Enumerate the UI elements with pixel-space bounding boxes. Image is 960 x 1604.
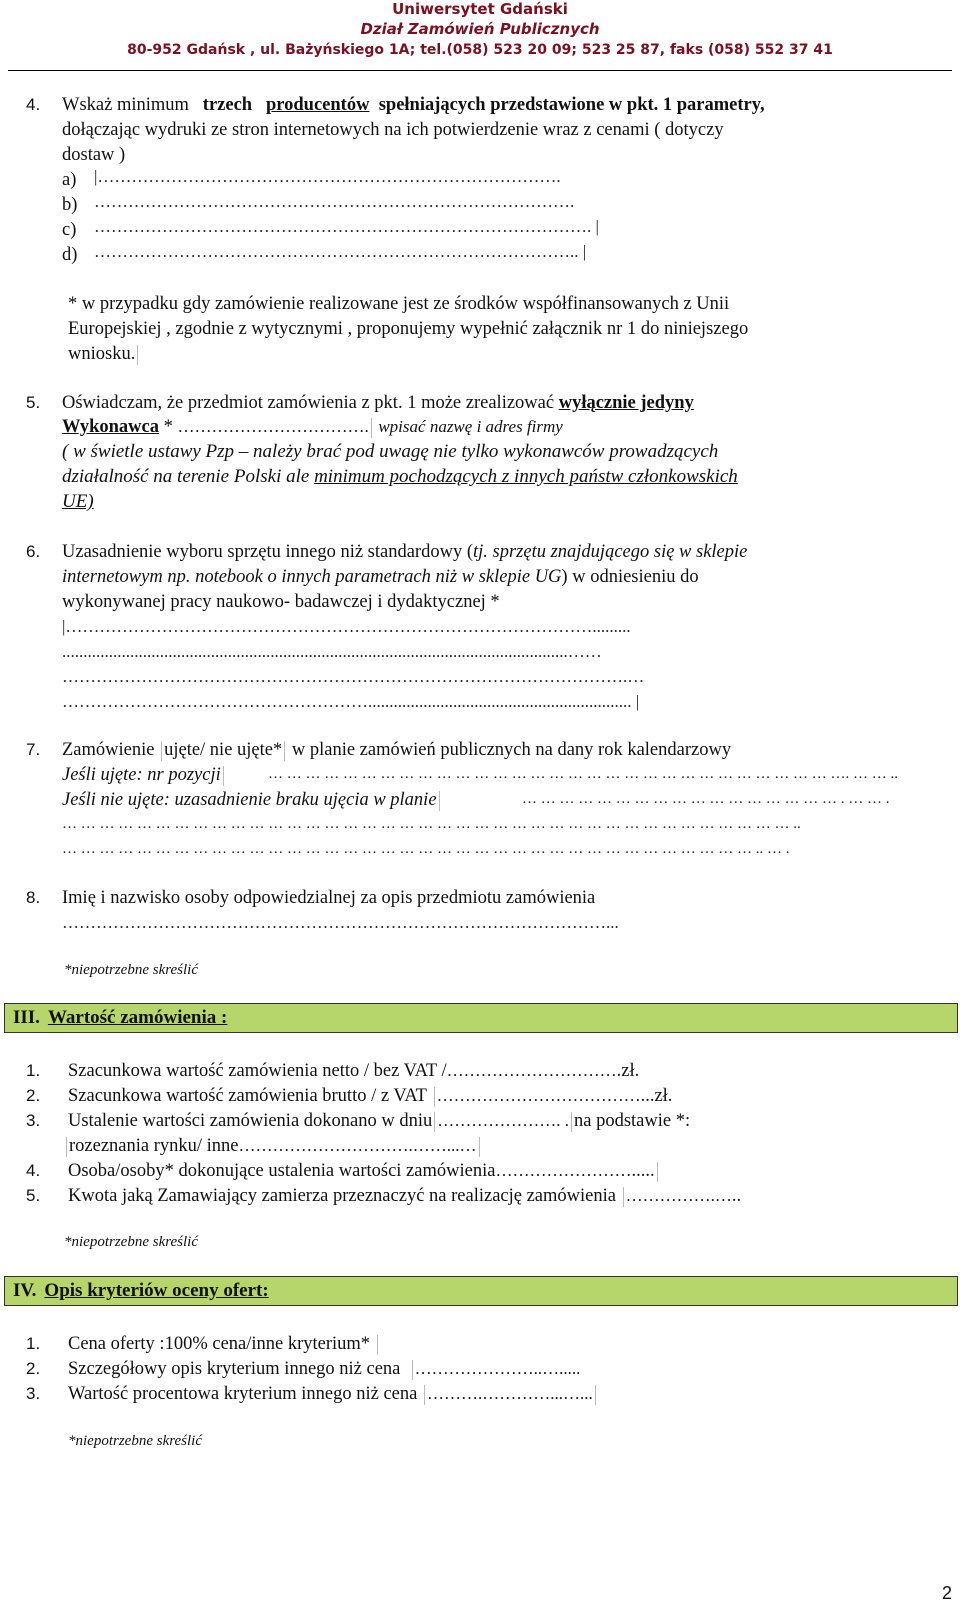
item4-note-line3: wniosku.: [68, 343, 140, 365]
item8-field[interactable]: ……………………………………………………………………………………...: [62, 913, 619, 932]
item6-line3: wykonywanej pracy naukowo- badawczej i dydaktycznej *: [62, 592, 500, 612]
item4-line1-a: Wskaż minimum: [62, 95, 189, 115]
option-d-field[interactable]: ………………………………………………………………………….. |: [94, 242, 587, 261]
item4-line1: [62, 94, 765, 116]
section-4-note: *niepotrzebne skreślić: [68, 1433, 202, 1449]
s3-item2: Szacunkowa wartość zamówienia brutto / z VAT ………………………………...zł.: [68, 1086, 673, 1106]
s3-item4-number: 4.: [26, 1161, 41, 1180]
item6-number: 6.: [26, 542, 41, 561]
s3-item3: Ustalenie wartości zamówienia dokonano w dniu …………………. . na podstawie *:: [68, 1111, 691, 1131]
item6-line2: internetowym np. notebook o innych parametrach niż w sklepie UG) w odniesieniu do: [62, 567, 699, 587]
s3-item3-number: 3.: [26, 1111, 41, 1130]
s4-item1: Cena oferty :100% cena/inne kryterium*: [68, 1333, 380, 1355]
item4-note-line1: * w przypadku gdy zamówienie realizowane jest ze środków współfinansowanych z Unii: [68, 294, 730, 314]
option-c-label: c): [62, 220, 77, 240]
section-3-header: [4, 1003, 958, 1033]
section-4-header: [4, 1276, 958, 1306]
item7-reason-field[interactable]: … … … … … … … … … … … … … … … … … . … … .: [522, 791, 890, 807]
item4-line1-d: spełniających przedstawione w pkt. 1 parametry,: [378, 95, 765, 115]
s4-item2-number: 2.: [26, 1359, 41, 1378]
item5-line3: ( w świetle ustawy Pzp – należy brać pod uwagę nie tylko wykonawców prowadzących: [62, 441, 719, 462]
item5-hint: wpisać nazwę i adres firmy: [378, 417, 563, 436]
option-a-label: a): [62, 170, 77, 190]
item4-note-line2: Europejskiej , zgodnie z wytycznymi , proponujemy wypełnić załącznik nr 1 do niniejszego: [68, 319, 749, 339]
item6-field-line1[interactable]: |………………………………………………………………………………….........: [62, 617, 631, 636]
department-address: 80-952 Gdańsk , ul. Bażyńskiego 1A; tel.(058) 523 20 09; 523 25 87, faks (058) 552 37 41: [127, 42, 833, 58]
item6-line1: Uzasadnienie wyboru sprzętu innego niż standardowy (tj. sprzętu znajdującego się w sklepie: [62, 542, 748, 562]
s3-item5: Kwota jaką Zamawiający zamierza przeznaczyć na realizację zamówienia …………….…..: [68, 1186, 742, 1206]
s3-item2-number: 2.: [26, 1086, 41, 1105]
item4-line1-b: trzech: [202, 95, 253, 115]
section-4-roman: IV.: [13, 1280, 37, 1301]
item8-line1: Imię i nazwisko osoby odpowiedzialnej za opis przedmiotu zamówienia: [62, 888, 596, 908]
item5-contractor-label: Wykonawca: [62, 417, 159, 437]
item5-line5: UE): [62, 491, 94, 512]
s3-item4-field[interactable]: ……………………: [495, 1161, 632, 1180]
item7-reason-field-line2[interactable]: … … … … … … … … … … … … … … … … … … … … … … … … … … … … … … … … … … … … … … … ..: [62, 816, 801, 832]
item5-line4: działalność na terenie Polski ale minimum pochodzących z innych państw członkowskich: [62, 466, 738, 487]
item8-note: *niepotrzebne skreślić: [64, 962, 198, 978]
section-3-roman: III.: [13, 1007, 40, 1028]
item7-line2: Jeśli ujęte: nr pozycji: [62, 764, 226, 786]
item5-line1: Oświadczam, że przedmiot zamówienia z pkt. 1 może zrealizować wyłącznie jedyny: [62, 393, 694, 413]
s3-item3-date-field[interactable]: …………………. .: [437, 1111, 569, 1130]
item4-number: 4.: [26, 95, 41, 114]
department-name: Dział Zamówień Publicznych: [360, 20, 600, 38]
item7-number: 7.: [26, 740, 41, 759]
s4-item3: Wartość procentowa kryterium innego niż cena ……….…………...…...: [68, 1383, 598, 1405]
item8-number: 8.: [26, 888, 41, 907]
s4-item2: Szczegółowy opis kryterium innego niż cena …………………..….....: [68, 1359, 581, 1379]
s3-item5-number: 5.: [26, 1186, 41, 1205]
s3-item1: Szacunkowa wartość zamówienia netto / bez VAT /………………………….zł.: [68, 1061, 640, 1081]
item4-line1-c: producentów: [265, 95, 370, 115]
item7-line3: Jeśli nie ujęte: uzasadnienie braku ujęcia w planie: [62, 789, 442, 811]
s4-item3-field[interactable]: ……….…………...…...: [426, 1384, 593, 1403]
item6-field-line4[interactable]: ……………………………………………….............................................................. |: [62, 692, 640, 711]
option-d-label: d): [62, 245, 78, 265]
item4-line3: dostaw ): [62, 145, 126, 165]
option-c-field[interactable]: ……………………………………………………………………………. |: [94, 217, 599, 236]
section-3-title: Wartość zamówienia :: [47, 1007, 228, 1028]
item4-line2: dołączając wydruki ze stron internetowych na ich potwierdzenie wraz z cenami ( dotyczy: [62, 120, 724, 140]
header-rule: [8, 70, 952, 71]
s3-item1-number: 1.: [26, 1061, 41, 1080]
s3-item3-basis-field[interactable]: ………………………….……...…: [238, 1136, 477, 1155]
s4-item3-number: 3.: [26, 1384, 41, 1403]
option-b-label: b): [62, 195, 78, 215]
item7-position-field[interactable]: … … … … … … … … … … … … … … … … … … … … … … … … … … … … … … …. … … ..: [268, 766, 898, 782]
s4-item2-field[interactable]: …………………..….....: [414, 1359, 581, 1378]
item7-reason-field-line3[interactable]: … … … … … … … … … … … … … … … … … … … … … … … … … … … … … … … … … … … … … .. … .: [62, 841, 790, 857]
item5-number: 5.: [26, 393, 41, 412]
item7-line1: Zamówienie ujęte/ nie ujęte* w planie zamówień publicznych na dany rok kalendarzowy: [62, 740, 732, 760]
s3-item2-field[interactable]: ………………………………: [436, 1086, 641, 1105]
item5-exclusive: wyłącznie jedyny: [558, 393, 694, 413]
item5-line2: Wykonawca * ……………………………. wpisać nazwę i adres firmy: [62, 417, 563, 437]
s4-item1-number: 1.: [26, 1334, 41, 1353]
page-number: 2: [941, 1583, 952, 1603]
s3-item1-field[interactable]: …………………………: [446, 1061, 617, 1080]
item5-contractor-field[interactable]: …………………………….: [177, 417, 369, 436]
option-a-field[interactable]: |……………………………………………………………………….: [94, 167, 561, 186]
section-4-title: Opis kryteriów oceny ofert:: [44, 1280, 269, 1301]
option-b-field[interactable]: ………………………………………………………………………….: [94, 192, 575, 211]
s3-item3-line2: rozeznania rynku/ inne………………………….……...…: [64, 1135, 482, 1157]
item7-included-choice[interactable]: ujęte/ nie ujęte*: [164, 740, 283, 760]
university-name: Uniwersytet Gdański: [392, 0, 568, 18]
section-3-note: *niepotrzebne skreślić: [64, 1234, 198, 1250]
s3-item4: Osoba/osoby* dokonujące ustalenia wartości zamówienia…………………….....: [68, 1160, 660, 1182]
item6-field-line2[interactable]: .......................................................................................................................……: [62, 642, 602, 661]
s3-item5-field[interactable]: …………….…: [625, 1186, 732, 1205]
item6-field-line3[interactable]: ……………………………………………………………………………………….…: [62, 667, 645, 686]
